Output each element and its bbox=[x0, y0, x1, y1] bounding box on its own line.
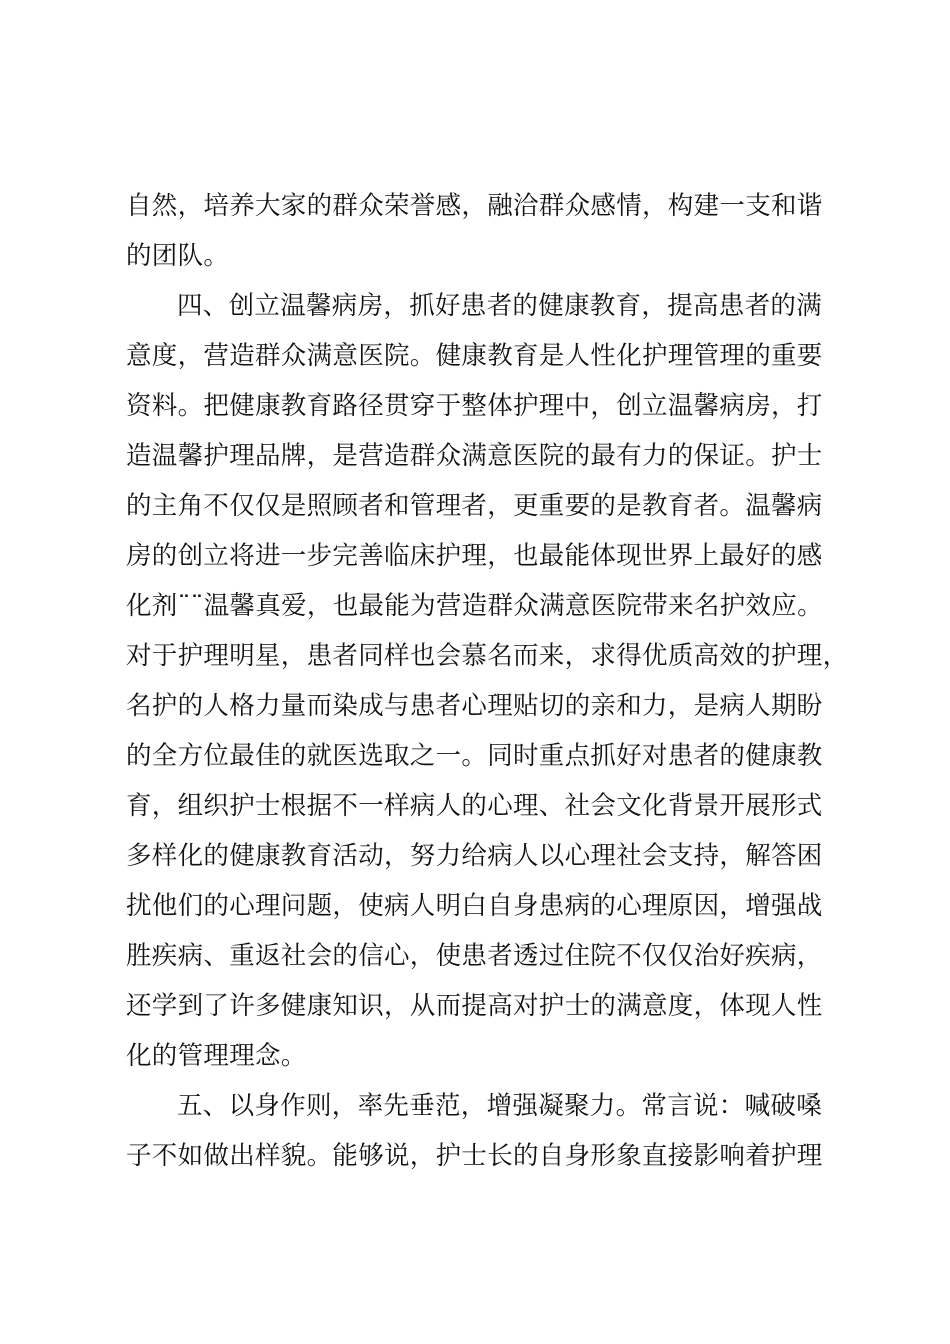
text-line: 还学到了许多健康知识，从而提高对护士的满意度，体现人性 bbox=[126, 991, 823, 1021]
text-line: 的全方位最佳的就医选取之一。同时重点抓好对患者的健康教 bbox=[126, 741, 823, 771]
text-line: 子不如做出样貌。能够说，护士长的自身形象直接影响着护理 bbox=[126, 1141, 823, 1171]
text-line: 的主角不仅仅是照顾者和管理者，更重要的是教育者。温馨病 bbox=[126, 491, 823, 521]
text-line: 的团队。 bbox=[126, 241, 230, 271]
section-four-heading-line: 四、创立温馨病房，抓好患者的健康教育，提高患者的满 bbox=[177, 291, 823, 321]
text-line: 化的管理理念。 bbox=[126, 1041, 307, 1071]
text-line: 多样化的健康教育活动，努力给病人以心理社会支持，解答困 bbox=[126, 841, 823, 871]
text-line: 名护的人格力量而染成与患者心理贴切的亲和力，是病人期盼 bbox=[126, 691, 823, 721]
text-line: 资料。把健康教育路径贯穿于整体护理中，创立温馨病房，打 bbox=[126, 391, 823, 421]
text-line: 育，组织护士根据不一样病人的心理、社会文化背景开展形式 bbox=[126, 791, 823, 821]
text-line: 对于护理明星，患者同样也会慕名而来，求得优质高效的护理， bbox=[126, 641, 849, 671]
text-line: 扰他们的心理问题，使病人明白自身患病的心理原因，增强战 bbox=[126, 891, 823, 921]
text-line: 化剂¨¨温馨真爱，也最能为营造群众满意医院带来名护效应。 bbox=[126, 591, 823, 621]
section-five-heading-line: 五、以身作则，率先垂范，增强凝聚力。常言说：喊破嗓 bbox=[177, 1091, 823, 1121]
text-line: 意度，营造群众满意医院。健康教育是人性化护理管理的重要 bbox=[126, 341, 823, 371]
document-body bbox=[126, 181, 849, 1181]
text-line: 自然，培养大家的群众荣誉感，融洽群众感情，构建一支和谐 bbox=[126, 191, 823, 221]
text-line: 胜疾病、重返社会的信心，使患者透过住院不仅仅治好疾病， bbox=[126, 941, 823, 971]
text-line: 房的创立将进一步完善临床护理，也最能体现世界上最好的感 bbox=[126, 541, 823, 571]
text-line: 造温馨护理品牌，是营造群众满意医院的最有力的保证。护士 bbox=[126, 441, 823, 471]
